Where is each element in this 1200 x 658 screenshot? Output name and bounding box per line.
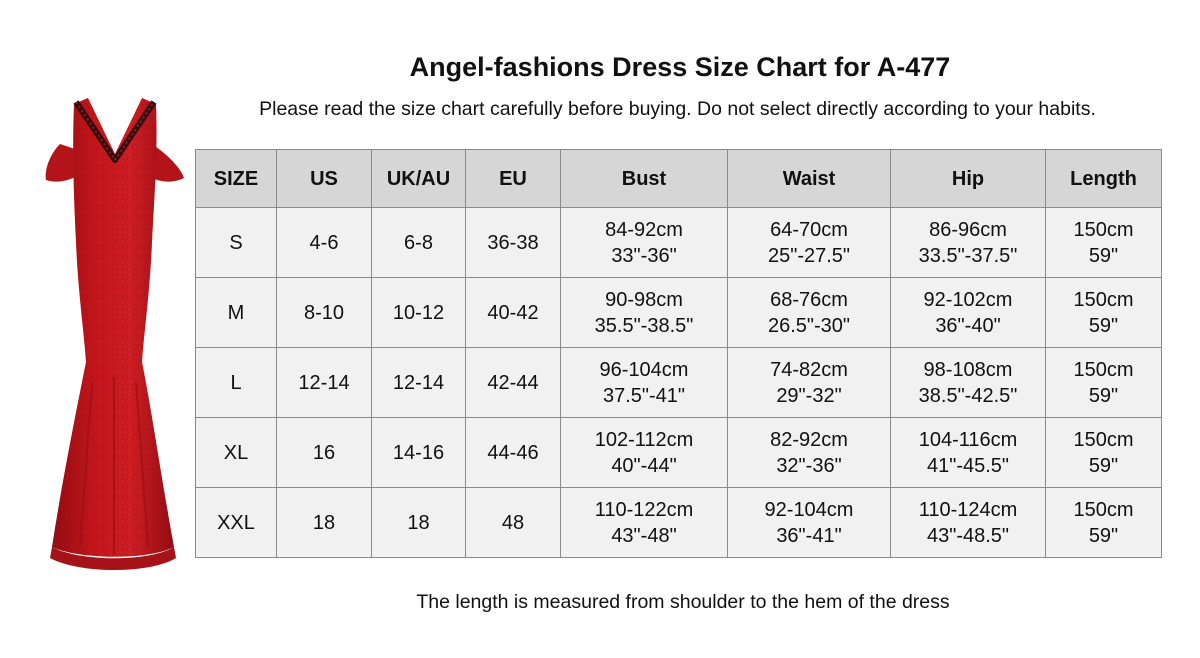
waist-inch: 26.5"-30" [767, 314, 851, 337]
cell-uk-au: 18 [372, 488, 466, 558]
cell-eu: 42-44 [466, 348, 561, 418]
cell-us: 16 [277, 418, 372, 488]
waist-inch: 29"-32" [776, 384, 842, 407]
cell-size: S [196, 208, 277, 278]
waist-inch: 32"-36" [776, 454, 842, 477]
header-waist: Waist [728, 150, 891, 208]
length-inch: 59" [1088, 244, 1119, 267]
size-chart-table [195, 149, 1162, 558]
length-cm: 150cm [1073, 428, 1134, 451]
waist-cm: 68-76cm [770, 288, 848, 311]
cell-eu: 44-46 [466, 418, 561, 488]
hip-inch: 33.5"-37.5" [918, 244, 1018, 267]
cell-uk-au: 10-12 [372, 278, 466, 348]
hip-inch: 38.5"-42.5" [918, 384, 1018, 407]
hip-cm: 98-108cm [923, 358, 1013, 381]
bust-inch: 33"-36" [611, 244, 677, 267]
header-length: Length [1046, 150, 1162, 208]
dress-product-image [40, 92, 190, 582]
header-hip: Hip [891, 150, 1046, 208]
length-cm: 150cm [1073, 218, 1134, 241]
table-header-row [196, 150, 1162, 208]
cell-size: XXL [196, 488, 277, 558]
cell-hip [891, 348, 1046, 418]
length-inch: 59" [1088, 454, 1119, 477]
waist-cm: 82-92cm [770, 428, 848, 451]
cell-waist [728, 348, 891, 418]
cell-length [1046, 278, 1162, 348]
hip-cm: 104-116cm [918, 428, 1018, 451]
bust-inch: 35.5"-38.5" [594, 314, 694, 337]
table-row [196, 348, 1162, 418]
cell-length [1046, 488, 1162, 558]
header-uk-au: UK/AU [372, 150, 466, 208]
waist-inch: 36"-41" [776, 524, 842, 547]
bust-inch: 40"-44" [611, 454, 677, 477]
length-cm: 150cm [1073, 288, 1134, 311]
cell-eu: 48 [466, 488, 561, 558]
hip-cm: 86-96cm [929, 218, 1007, 241]
cell-bust [561, 418, 728, 488]
cell-bust [561, 348, 728, 418]
bust-inch: 37.5"-41" [602, 384, 686, 407]
length-inch: 59" [1088, 314, 1119, 337]
bust-cm: 96-104cm [599, 358, 689, 381]
bust-inch: 43"-48" [611, 524, 677, 547]
cell-size: XL [196, 418, 277, 488]
waist-cm: 74-82cm [770, 358, 848, 381]
cell-bust [561, 488, 728, 558]
red-dress-icon [40, 92, 190, 582]
hip-cm: 92-102cm [923, 288, 1013, 311]
hip-inch: 36"-40" [935, 314, 1001, 337]
length-inch: 59" [1088, 524, 1119, 547]
bust-cm: 110-122cm [594, 498, 694, 521]
table-row [196, 278, 1162, 348]
cell-waist [728, 208, 891, 278]
header-eu: EU [466, 150, 561, 208]
cell-bust [561, 278, 728, 348]
cell-hip [891, 208, 1046, 278]
waist-cm: 92-104cm [764, 498, 854, 521]
bust-cm: 90-98cm [605, 288, 683, 311]
cell-uk-au: 12-14 [372, 348, 466, 418]
cell-uk-au: 14-16 [372, 418, 466, 488]
table-row [196, 418, 1162, 488]
waist-inch: 25"-27.5" [767, 244, 851, 267]
length-cm: 150cm [1073, 358, 1134, 381]
cell-size: L [196, 348, 277, 418]
cell-us: 18 [277, 488, 372, 558]
hip-cm: 110-124cm [918, 498, 1018, 521]
header-us: US [277, 150, 372, 208]
length-inch: 59" [1088, 384, 1119, 407]
cell-eu: 40-42 [466, 278, 561, 348]
header-bust: Bust [561, 150, 728, 208]
cell-size: M [196, 278, 277, 348]
cell-hip [891, 488, 1046, 558]
hip-inch: 41"-45.5" [926, 454, 1010, 477]
cell-length [1046, 418, 1162, 488]
chart-subtitle: Please read the size chart carefully before buying. Do not select directly according to your habits. [259, 98, 1096, 120]
cell-waist [728, 418, 891, 488]
measurement-footnote: The length is measured from shoulder to the hem of the dress [416, 591, 950, 613]
cell-waist [728, 488, 891, 558]
bust-cm: 102-112cm [594, 428, 694, 451]
cell-bust [561, 208, 728, 278]
header-size: SIZE [196, 150, 277, 208]
hip-inch: 43"-48.5" [926, 524, 1010, 547]
bust-cm: 84-92cm [605, 218, 683, 241]
cell-eu: 36-38 [466, 208, 561, 278]
chart-title: Angel-fashions Dress Size Chart for A-477 [409, 52, 951, 82]
cell-length [1046, 348, 1162, 418]
cell-length [1046, 208, 1162, 278]
cell-us: 8-10 [277, 278, 372, 348]
cell-waist [728, 278, 891, 348]
cell-hip [891, 418, 1046, 488]
cell-us: 4-6 [277, 208, 372, 278]
length-cm: 150cm [1073, 498, 1134, 521]
waist-cm: 64-70cm [770, 218, 848, 241]
table-row [196, 208, 1162, 278]
table-row [196, 488, 1162, 558]
cell-hip [891, 278, 1046, 348]
cell-us: 12-14 [277, 348, 372, 418]
cell-uk-au: 6-8 [372, 208, 466, 278]
